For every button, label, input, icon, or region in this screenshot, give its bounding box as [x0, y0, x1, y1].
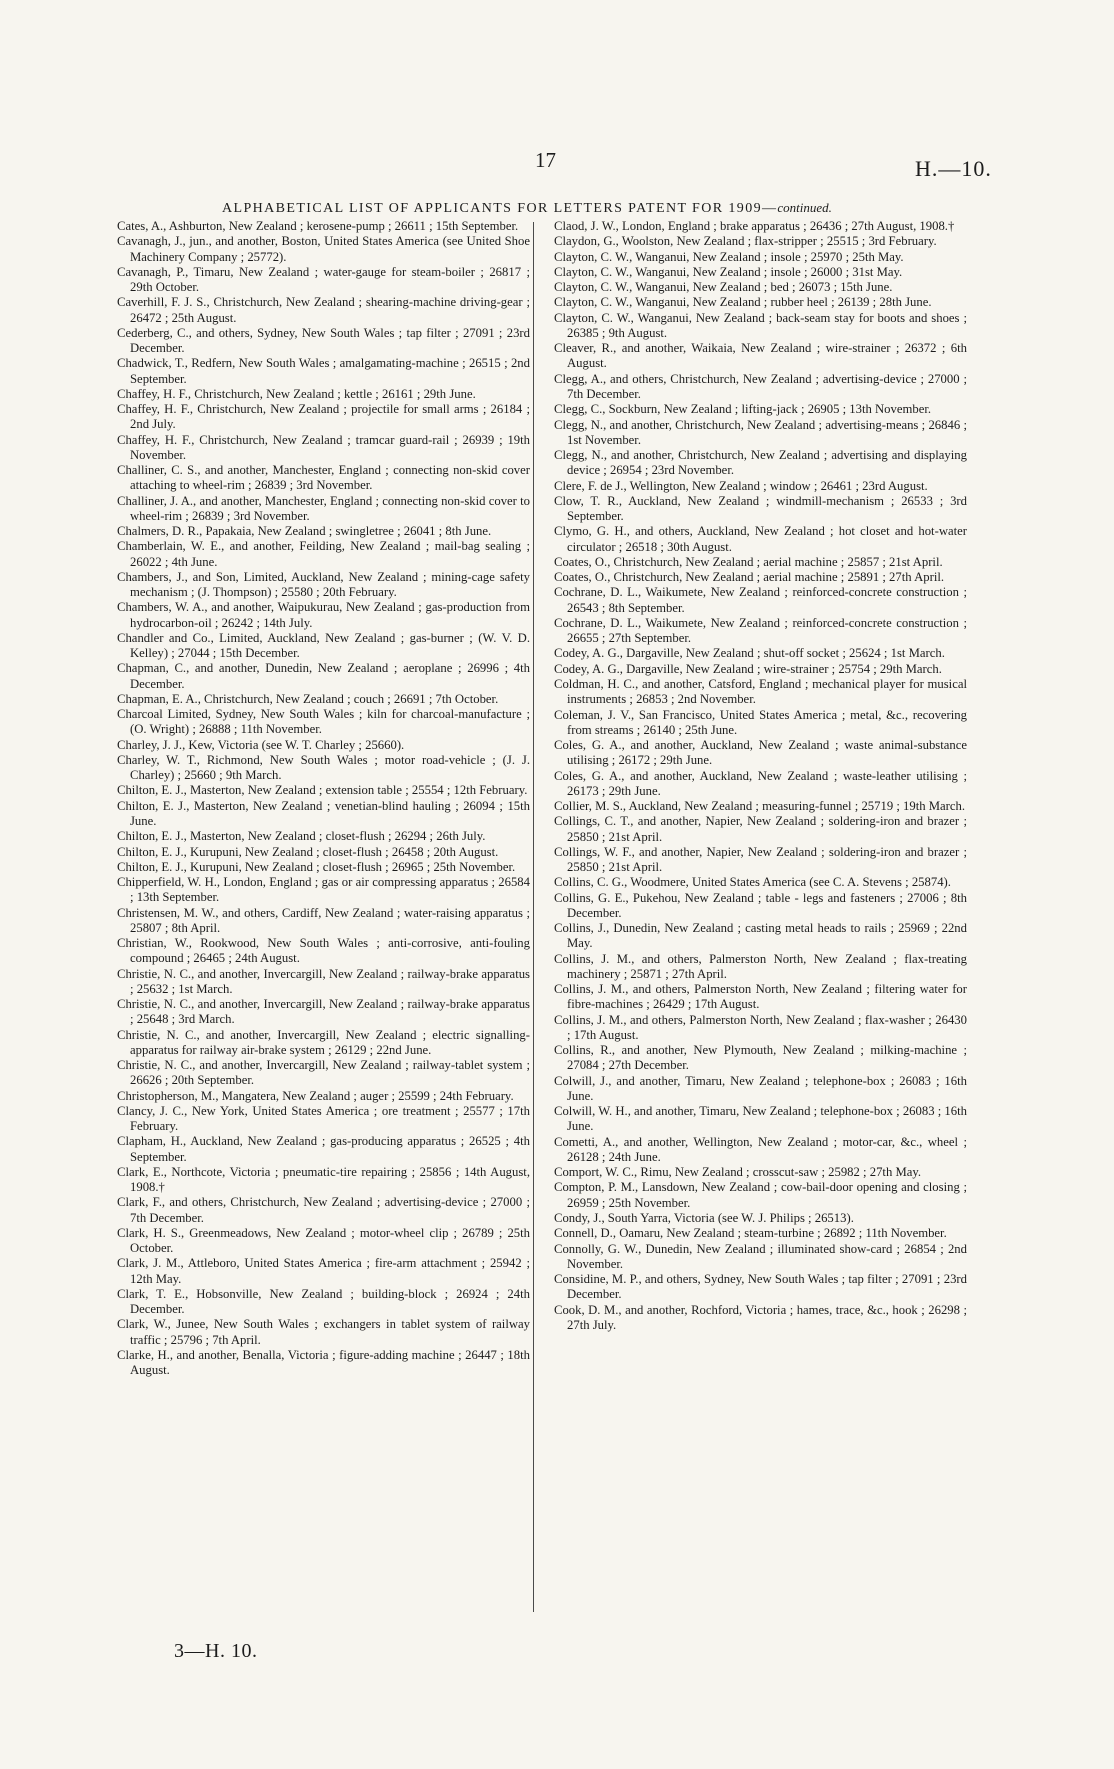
applicant-entry: Connolly, G. W., Dunedin, New Zealand ; illuminated show-card ; 26854 ; 2nd November.: [554, 1241, 967, 1271]
applicant-entry: Chilton, E. J., Masterton, New Zealand ; extension table ; 25554 ; 12th February.: [117, 783, 528, 798]
applicant-entry: Clark, F., and others, Christchurch, New Zealand ; advertising-device ; 27000 ; 7th December.: [117, 1195, 530, 1225]
applicant-entry: Cometti, A., and another, Wellington, New Zealand ; motor-car, &c., wheel ; 26128 ; 24th June.: [554, 1134, 967, 1164]
applicant-entry: Charley, W. T., Richmond, New South Wales ; motor road-vehicle ; (J. J. Charley) ; 25660 ; 9th March.: [117, 752, 530, 783]
right-column: [554, 219, 967, 1333]
applicant-entry: Cavanagh, P., Timaru, New Zealand ; water-gauge for steam-boiler ; 26817 ; 29th October.: [117, 264, 530, 294]
applicant-entry: Chaffey, H. F., Christchurch, New Zealand ; kettle ; 26161 ; 29th June.: [117, 386, 476, 401]
applicant-entry: Connell, D., Oamaru, New Zealand ; steam-turbine ; 26892 ; 11th November.: [554, 1226, 947, 1241]
applicant-entry: Clayton, C. W., Wanganui, New Zealand ; bed ; 26073 ; 15th June.: [554, 280, 893, 295]
applicant-entry: Cates, A., Ashburton, New Zealand ; kerosene-pump ; 26611 ; 15th September.: [117, 219, 519, 233]
applicant-entry: Chaffey, H. F., Christchurch, New Zealand ; tramcar guard-rail ; 26939 ; 19th November.: [117, 432, 530, 462]
applicant-entry: Clegg, N., and another, Christchurch, New Zealand ; advertising and displaying device ; 26954 ; 23rd November.: [554, 448, 967, 478]
applicant-entry: Clegg, N., and another, Christchurch, New Zealand ; advertising-means ; 26846 ; 1st November.: [554, 417, 967, 447]
applicant-entry: Clayton, C. W., Wanganui, New Zealand ; back-seam stay for boots and shoes ; 26385 ; 9th August.: [554, 310, 967, 340]
applicant-entry: Chipperfield, W. H., London, England ; gas or air compressing apparatus ; 26584 ; 13th September.: [117, 875, 530, 905]
applicant-entry: Christie, N. C., and another, Invercargill, New Zealand ; railway-tablet system ; 26626 ; 20th September.: [117, 1058, 530, 1088]
applicant-entry: Coles, G. A., and another, Auckland, New Zealand ; waste-leather utilising ; 26173 ; 29th June.: [554, 768, 967, 798]
applicant-entry: Clark, E., Northcote, Victoria ; pneumatic-tire repairing ; 25856 ; 14th August, 1908.†: [117, 1164, 530, 1195]
applicant-entry: Colwill, W. H., and another, Timaru, New Zealand ; telephone-box ; 26083 ; 16th June.: [554, 1104, 967, 1134]
applicant-entry: Chilton, E. J., Masterton, New Zealand ; closet-flush ; 26294 ; 26th July.: [117, 829, 486, 844]
applicant-entry: Collins, R., and another, New Plymouth, New Zealand ; milking-machine ; 27084 ; 27th December.: [554, 1043, 967, 1073]
page-number: 17: [535, 148, 556, 172]
applicant-entry: Chilton, E. J., Kurupuni, New Zealand ; closet-flush ; 26458 ; 20th August.: [117, 844, 499, 859]
applicant-entry: Clymo, G. H., and others, Auckland, New Zealand ; hot closet and hot-water circulator ; 26518 ; 30th August.: [554, 524, 967, 554]
applicant-entry: Collings, C. T., and another, Napier, New Zealand ; soldering-iron and brazer ; 25850 ; 21st April.: [554, 814, 967, 844]
applicant-entry: Chilton, E. J., Kurupuni, New Zealand ; closet-flush ; 26965 ; 25th November.: [117, 859, 516, 874]
applicant-entry: Clegg, C., Sockburn, New Zealand ; lifting-jack ; 26905 ; 13th November.: [554, 402, 932, 417]
applicant-entry: Codey, A. G., Dargaville, New Zealand ; shut-off socket ; 25624 ; 1st March.: [554, 646, 945, 661]
applicant-entry: Christopherson, M., Mangatera, New Zealand ; auger ; 25599 ; 24th February.: [117, 1088, 514, 1103]
applicant-entry: Chamberlain, W. E., and another, Feilding, New Zealand ; mail-bag sealing ; 26022 ; 4th June.: [117, 539, 530, 569]
list-title: [222, 200, 832, 217]
applicant-entry: Codey, A. G., Dargaville, New Zealand ; wire-strainer ; 25754 ; 29th March.: [554, 661, 942, 676]
applicant-entry: Clapham, H., Auckland, New Zealand ; gas-producing apparatus ; 26525 ; 4th September.: [117, 1134, 530, 1164]
applicant-entry: Collins, J. M., and others, Palmerston North, New Zealand ; flax-washer ; 26430 ; 17th August.: [554, 1012, 967, 1042]
applicant-entry: Clarke, H., and another, Benalla, Victoria ; figure-adding machine ; 26447 ; 18th August.: [117, 1347, 530, 1378]
applicant-entry: Chambers, W. A., and another, Waipukurau, New Zealand ; gas-production from hydrocarbon-oil ; 26242 ; 14th July.: [117, 600, 530, 630]
list-title-continued: continued.: [777, 200, 832, 215]
applicant-entry: Clark, J. M., Attleboro, United States America ; fire-arm attachment ; 25942 ; 12th May.: [117, 1256, 530, 1286]
applicant-entry: Clayton, C. W., Wanganui, New Zealand ; insole ; 25970 ; 25th May.: [554, 249, 904, 264]
applicant-entry: Chandler and Co., Limited, Auckland, New Zealand ; gas-burner ; (W. V. D. Kelley) ; 27044 ; 15th December.: [117, 630, 530, 661]
applicant-entry: Challiner, C. S., and another, Manchester, England ; connecting non-skid cover attaching to wheel-rim ; 26839 ; 3rd November.: [117, 463, 530, 493]
applicant-entry: Clark, H. S., Greenmeadows, New Zealand ; motor-wheel clip ; 26789 ; 25th October.: [117, 1225, 530, 1256]
applicant-entry: Coates, O., Christchurch, New Zealand ; aerial machine ; 25891 ; 27th April.: [554, 570, 945, 585]
applicant-entry: Christian, W., Rookwood, New South Wales ; anti-corrosive, anti-fouling compound ; 26465 ; 24th August.: [117, 936, 530, 966]
applicant-entry: Condy, J., South Yarra, Victoria (see W. J. Philips ; 26513).: [554, 1210, 854, 1225]
applicant-entry: Claod, J. W., London, England ; brake apparatus ; 26436 ; 27th August, 1908.†: [554, 219, 955, 233]
applicant-entry: Charley, J. J., Kew, Victoria (see W. T. Charley ; 25660).: [117, 737, 405, 752]
left-column: [117, 219, 530, 1378]
applicant-entry: Comport, W. C., Rimu, New Zealand ; crosscut-saw ; 25982 ; 27th May.: [554, 1165, 922, 1180]
applicant-entry: Clark, W., Junee, New South Wales ; exchangers in tablet system of railway traffic ; 25796 ; 7th April.: [117, 1317, 530, 1347]
applicant-entry: Clancy, J. C., New York, United States America ; ore treatment ; 25577 ; 17th February.: [117, 1103, 530, 1134]
applicant-entry: Christie, N. C., and another, Invercargill, New Zealand ; electric signalling-apparatus for railway air-brake system ; 26129 ; 22nd June.: [117, 1027, 530, 1057]
applicant-entry: Colwill, J., and another, Timaru, New Zealand ; telephone-box ; 26083 ; 16th June.: [554, 1073, 967, 1103]
applicant-entry: Collins, G. E., Pukehou, New Zealand ; table - legs and fasteners ; 27006 ; 8th December.: [554, 890, 967, 920]
document-reference: H.—10.: [915, 156, 992, 181]
applicant-entry: Cavanagh, J., jun., and another, Boston, United States America (see United Shoe Machinery Company ; 25772).: [117, 234, 530, 264]
applicant-entry: Chalmers, D. R., Papakaia, New Zealand ; swingletree ; 26041 ; 8th June.: [117, 524, 492, 539]
applicant-entry: Cook, D. M., and another, Rochford, Victoria ; hames, trace, &c., hook ; 26298 ; 27th July.: [554, 1302, 967, 1332]
applicant-entry: Collings, W. F., and another, Napier, New Zealand ; soldering-iron and brazer ; 25850 ; 21st April.: [554, 844, 967, 875]
applicant-entry: Chapman, C., and another, Dunedin, New Zealand ; aeroplane ; 26996 ; 4th December.: [117, 661, 530, 691]
applicant-entry: Coleman, J. V., San Francisco, United States America ; metal, &c., recovering from streams ; 26140 ; 25th June.: [554, 707, 967, 737]
applicant-entry: Caverhill, F. J. S., Christchurch, New Zealand ; shearing-machine driving-gear ; 26472 ; 25th August.: [117, 295, 530, 325]
applicant-entry: Chilton, E. J., Masterton, New Zealand ; venetian-blind hauling ; 26094 ; 15th June.: [117, 798, 530, 828]
applicant-entry: Collins, J. M., and others, Palmerston North, New Zealand ; flax-treating machinery ; 25871 ; 27th April.: [554, 951, 967, 981]
applicant-entry: Christie, N. C., and another, Invercargill, New Zealand ; railway-brake apparatus ; 25632 ; 1st March.: [117, 966, 530, 996]
applicant-entry: Charcoal Limited, Sydney, New South Wales ; kiln for charcoal-manufacture ; (O. Wright) ; 26888 ; 11th November.: [117, 707, 530, 737]
applicant-entry: Collins, J. M., and others, Palmerston North, New Zealand ; filtering water for fibre-machines ; 26429 ; 17th August.: [554, 982, 967, 1012]
applicant-entry: Claydon, G., Woolston, New Zealand ; flax-stripper ; 25515 ; 3rd February.: [554, 234, 937, 249]
applicant-entry: Chaffey, H. F., Christchurch, New Zealand ; projectile for small arms ; 26184 ; 2nd July.: [117, 402, 530, 432]
applicant-entry: Challiner, J. A., and another, Manchester, England ; connecting non-skid cover to wheel-rim ; 26839 ; 3rd November.: [117, 493, 530, 523]
applicant-entry: Cleaver, R., and another, Waikaia, New Zealand ; wire-strainer ; 26372 ; 6th August.: [554, 341, 967, 371]
applicant-entry: Clayton, C. W., Wanganui, New Zealand ; insole ; 26000 ; 31st May.: [554, 264, 903, 279]
applicant-entry: Coles, G. A., and another, Auckland, New Zealand ; waste animal-substance utilising ; 26172 ; 29th June.: [554, 738, 967, 768]
applicant-entry: Coates, O., Christchurch, New Zealand ; aerial machine ; 25857 ; 21st April.: [554, 554, 943, 569]
applicant-entry: Collins, C. G., Woodmere, United States America (see C. A. Stevens ; 25874).: [554, 875, 951, 890]
applicant-entry: Clark, T. E., Hobsonville, New Zealand ; building-block ; 26924 ; 24th December.: [117, 1286, 530, 1317]
applicant-entry: Clere, F. de J., Wellington, New Zealand ; window ; 26461 ; 23rd August.: [554, 478, 928, 493]
applicant-entry: Chapman, E. A., Christchurch, New Zealand ; couch ; 26691 ; 7th October.: [117, 691, 499, 706]
applicant-entry: Cochrane, D. L., Waikumete, New Zealand ; reinforced-concrete construction ; 26543 ; 8th September.: [554, 585, 967, 615]
applicant-entry: Cederberg, C., and others, Sydney, New South Wales ; tap filter ; 27091 ; 23rd December.: [117, 325, 530, 355]
applicant-entry: Christie, N. C., and another, Invercargill, New Zealand ; railway-brake apparatus ; 25648 ; 3rd March.: [117, 997, 530, 1027]
column-divider: [533, 222, 534, 1612]
applicant-entry: Cochrane, D. L., Waikumete, New Zealand ; reinforced-concrete construction ; 26655 ; 27th September.: [554, 615, 967, 646]
applicant-entry: Coldman, H. C., and another, Catsford, England ; mechanical player for musical instruments ; 26853 ; 2nd November.: [554, 677, 967, 707]
applicant-entry: Christensen, M. W., and others, Cardiff, New Zealand ; water-raising apparatus ; 25807 ; 8th April.: [117, 905, 530, 935]
applicant-entry: Clegg, A., and others, Christchurch, New Zealand ; advertising-device ; 27000 ; 7th December.: [554, 371, 967, 401]
list-title-main: ALPHABETICAL LIST OF APPLICANTS FOR LETTERS PATENT FOR 1909—: [222, 201, 778, 216]
applicant-entry: Collins, J., Dunedin, New Zealand ; casting metal heads to rails ; 25969 ; 22nd May.: [554, 921, 967, 951]
applicant-entry: Clayton, C. W., Wanganui, New Zealand ; rubber heel ; 26139 ; 28th June.: [554, 295, 932, 310]
applicant-entry: Clow, T. R., Auckland, New Zealand ; windmill-mechanism ; 26533 ; 3rd September.: [554, 493, 967, 524]
applicant-entry: Considine, M. P., and others, Sydney, New South Wales ; tap filter ; 27091 ; 23rd December.: [554, 1272, 967, 1302]
applicant-entry: Chadwick, T., Redfern, New South Wales ; amalgamating-machine ; 26515 ; 2nd September.: [117, 356, 530, 386]
applicant-entry: Chambers, J., and Son, Limited, Auckland, New Zealand ; mining-cage safety mechanism ; (J. Thompson) ; 25580 ; 20th February.: [117, 569, 530, 600]
applicant-entry: Compton, P. M., Lansdown, New Zealand ; cow-bail-door opening and closing ; 26959 ; 25th November.: [554, 1180, 967, 1210]
signature-mark: 3—H. 10.: [174, 1640, 258, 1662]
applicant-entry: Collier, M. S., Auckland, New Zealand ; measuring-funnel ; 25719 ; 19th March.: [554, 799, 966, 814]
